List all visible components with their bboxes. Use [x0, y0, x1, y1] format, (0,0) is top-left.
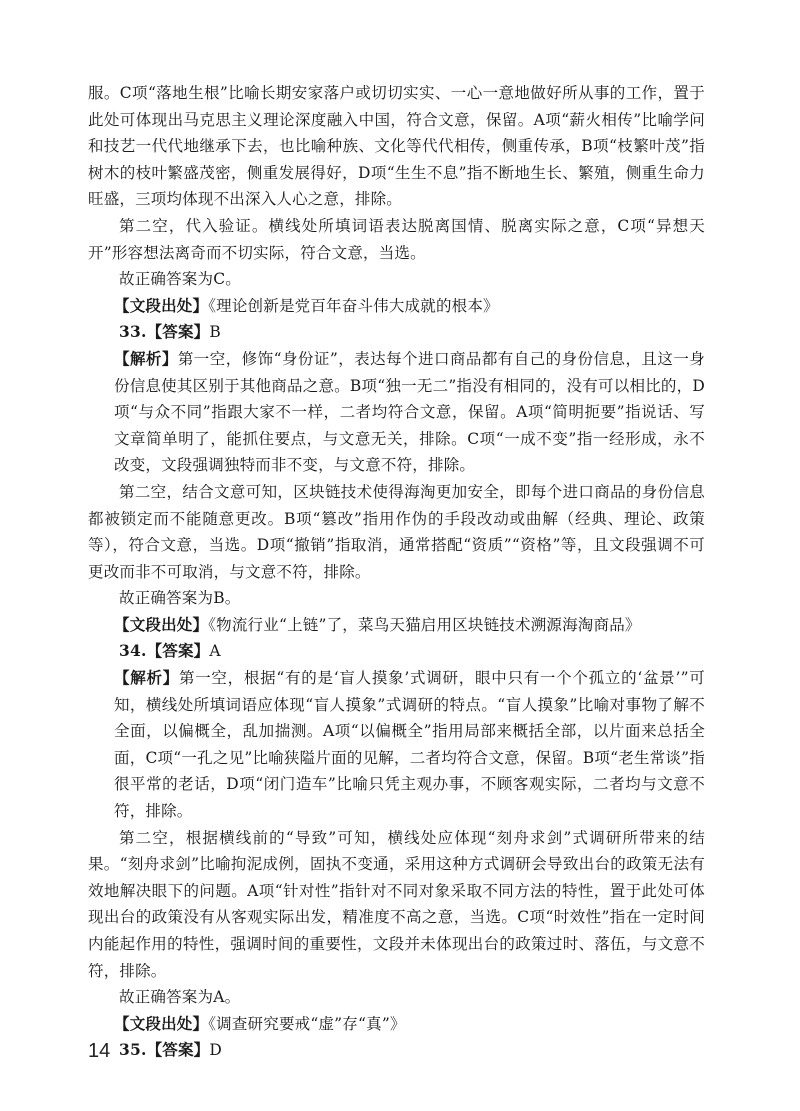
paragraph — [88, 612, 705, 639]
bold-label: 35.【答案】 — [119, 1040, 210, 1060]
text-segment: A — [209, 642, 221, 661]
paragraph — [88, 984, 705, 1011]
paragraph — [88, 665, 705, 825]
text-segment: 第一空，修饰“身份证”，表达每个进口商品都有自己的身份信息，且这一身份信息使其区别于其他商品之意。B项“独一无二”指没有相同的，没有可以相比的，D项“与众不同”指跟大家不一样，二者均符合文意，保留。A项“简明扼要”指说话、写文章简单明了，能抓住要点，与文意无关，排除。C项“一成不变”指一经形成，永不改变，文段强调独特而非不变，与文意不符，排除。 — [114, 349, 705, 475]
text-segment: 第二空，代入验证。横线处所填词语表达脱离国情、脱离实际之意，C项“异想天开”形容想法离奇而不切实际，符合文意，当选。 — [88, 216, 705, 262]
text-segment: 第二空，根据横线前的“导致”可知，横线处应体现“刻舟求剑”式调研所带来的结果。“刻舟求剑”比喻拘泥成例，固执不变通，采用这种方式调研会导致出台的政策无法有效地解决眼下的问题。A项“针对性”指针对不同对象采取不同方法的特性，置于此处可体现出台的政策没有从客观实际出发，精准度不高之意，当选。C项“时效性”指在一定时间内能起作用的特性，强调时间的重要性，文段并未体现出台的政策过时、落伍，与文意不符，排除。 — [88, 828, 705, 980]
document-body — [88, 80, 705, 1064]
paragraph — [88, 213, 705, 266]
text-segment: 《物流行业“上链”了，菜鸟天猫启用区块链技术溯源海淘商品》 — [208, 615, 641, 634]
text-segment: 第一空，根据“有的是‘盲人摸象’式调研，眼中只有一个个孤立的‘盆景’”可知，横线处所填词语应体现“盲人摸象”式调研的特点。“盲人摸象”比喻对事物了解不全面，以偏概全，乱加揣测。A项“以偏概全”指用局部来概括全部，以片面来总括全面，C项“一孔之见”比喻狭隘片面的见解，二者均符合文意，保留。B项“老生常谈”指很平常的老话，D项“闭门造车”比喻只凭主观办事，不顾客观实际，二者均与文意不符，排除。 — [114, 669, 705, 821]
bold-label: 【文段出处】 — [114, 295, 209, 315]
paragraph — [88, 479, 705, 585]
paragraph — [88, 293, 705, 320]
text-segment: 第二空，结合文意可知，区块链技术使得海淘更加安全，即每个进口商品的身份信息都被锁定而不能随意更改。B项“篡改”指用作伪的手段改动或曲解（经典、理论、政策等），符合文意，当选。D项“撤销”指取消，通常搭配“资质”“资格”等，且文段强调不可更改而非不可取消，与文意不符，排除。 — [88, 482, 705, 581]
paragraph — [88, 1011, 705, 1038]
bold-label: 33.【答案】 — [119, 322, 210, 342]
text-segment: 《调查研究要戒“虚”存“真”》 — [208, 1014, 406, 1033]
paragraph — [88, 319, 705, 346]
text-segment: 故正确答案为A。 — [119, 988, 241, 1007]
paragraph — [88, 638, 705, 665]
text-segment: 《理论创新是党百年奋斗伟大成就的根本》 — [208, 296, 499, 315]
bold-label: 34.【答案】 — [119, 641, 210, 661]
paragraph — [88, 1037, 705, 1064]
paragraph — [88, 825, 705, 985]
page-number: 14 — [88, 1040, 111, 1062]
text-segment: 故正确答案为B。 — [119, 589, 241, 608]
paragraph — [88, 585, 705, 612]
paragraph — [88, 266, 705, 293]
text-segment: B — [209, 323, 221, 342]
text-segment: 服。C项“落地生根”比喻长期安家落户或切切实实、一心一意地做好所从事的工作，置于此处可体现出马克思主义理论深度融入中国，符合文意，保留。A项“薪火相传”比喻学问和技艺一代代地继承下去，也比喻种族、文化等代代相传，侧重传承，B项“枝繁叶茂”指树木的枝叶繁盛茂密，侧重发展得好，D项“生生不息”指不断地生长、繁殖，侧重生命力旺盛，三项均体现不出深入人心之意，排除。 — [88, 84, 705, 209]
bold-label: 【解析】 — [114, 668, 179, 688]
paragraph — [88, 346, 705, 479]
bold-label: 【解析】 — [114, 348, 178, 368]
text-segment: D — [209, 1041, 223, 1060]
text-segment: 故正确答案为C。 — [119, 270, 241, 289]
bold-label: 【文段出处】 — [114, 614, 209, 634]
bold-label: 【文段出处】 — [114, 1013, 209, 1033]
paragraph — [88, 80, 705, 213]
